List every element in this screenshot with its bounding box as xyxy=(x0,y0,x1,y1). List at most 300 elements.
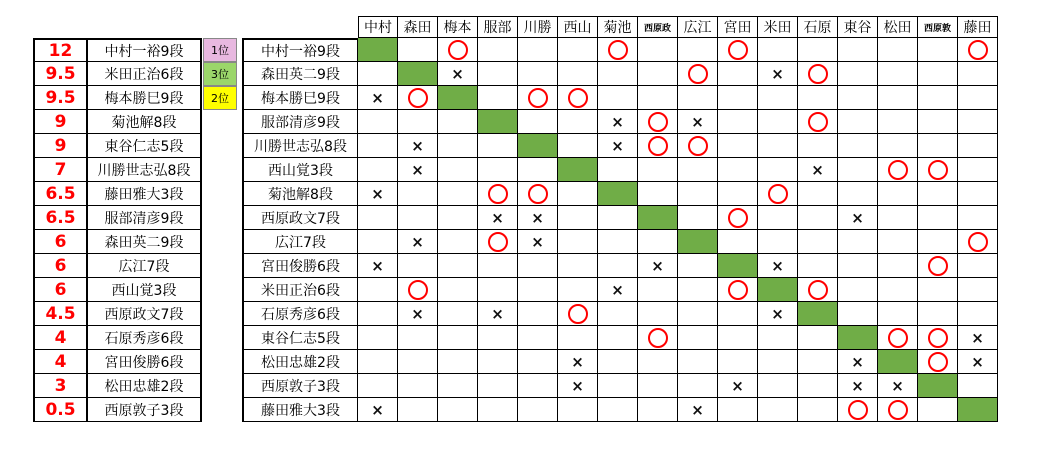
result-cell xyxy=(638,302,678,326)
result-cell xyxy=(878,110,918,134)
diagonal-cell xyxy=(638,206,678,230)
result-cell xyxy=(878,278,918,302)
result-cell xyxy=(518,86,558,110)
result-cell xyxy=(838,62,878,86)
grid-row-name: 梅本勝巳9段 xyxy=(242,86,358,110)
standings-name: 森田英二9段 xyxy=(88,230,202,254)
result-cell xyxy=(718,350,758,374)
win-circle-icon xyxy=(608,40,628,60)
win-circle-icon xyxy=(768,184,788,204)
result-cell xyxy=(678,350,718,374)
result-cell xyxy=(398,254,438,278)
win-circle-icon xyxy=(928,160,948,180)
win-circle-icon xyxy=(968,232,988,252)
grid-row-name: 広江7段 xyxy=(242,230,358,254)
result-cell xyxy=(958,206,998,230)
result-cell xyxy=(398,134,438,158)
result-cell xyxy=(638,254,678,278)
standings-name: 川勝世志弘8段 xyxy=(88,158,202,182)
result-cell xyxy=(638,278,678,302)
standings-score: 9.5 xyxy=(33,62,88,86)
win-circle-icon xyxy=(888,160,908,180)
result-cell xyxy=(398,86,438,110)
win-circle-icon xyxy=(688,136,708,156)
result-cell xyxy=(878,182,918,206)
result-cell xyxy=(558,86,598,110)
win-circle-icon xyxy=(568,88,588,108)
column-header: 藤田 xyxy=(958,16,998,38)
result-cell xyxy=(878,62,918,86)
result-cell xyxy=(398,206,438,230)
result-cell xyxy=(358,206,398,230)
result-cell xyxy=(598,374,638,398)
result-cell xyxy=(758,206,798,230)
result-cell xyxy=(478,278,518,302)
standings-score: 4.5 xyxy=(33,302,88,326)
result-cell xyxy=(478,398,518,422)
result-cell xyxy=(678,206,718,230)
result-cell xyxy=(918,110,958,134)
result-cell xyxy=(478,350,518,374)
result-cell xyxy=(918,230,958,254)
diagonal-cell xyxy=(598,182,638,206)
result-cell xyxy=(678,62,718,86)
result-cell xyxy=(358,398,398,422)
column-header: 宮田 xyxy=(718,16,758,38)
result-cell xyxy=(438,206,478,230)
result-cell xyxy=(878,86,918,110)
result-cell xyxy=(638,398,678,422)
result-cell xyxy=(518,350,558,374)
result-cell xyxy=(558,254,598,278)
result-cell xyxy=(758,38,798,62)
result-cell xyxy=(638,374,678,398)
result-cell xyxy=(558,62,598,86)
result-cell xyxy=(678,278,718,302)
standings-score: 3 xyxy=(33,374,88,398)
column-header: 川勝 xyxy=(518,16,558,38)
win-circle-icon xyxy=(448,40,468,60)
result-cell xyxy=(438,134,478,158)
result-cell xyxy=(518,182,558,206)
result-cell xyxy=(398,38,438,62)
win-circle-icon xyxy=(408,280,428,300)
column-header: 東谷 xyxy=(838,16,878,38)
result-cell xyxy=(878,254,918,278)
result-cell xyxy=(518,230,558,254)
grid-row-name: 森田英二9段 xyxy=(242,62,358,86)
result-cell xyxy=(958,254,998,278)
result-cell xyxy=(638,38,678,62)
loss-cross-icon: × xyxy=(371,256,384,275)
standings-score: 0.5 xyxy=(33,398,88,422)
result-cell xyxy=(878,398,918,422)
result-cell xyxy=(398,350,438,374)
loss-cross-icon: × xyxy=(771,256,784,275)
grid-row-name: 東谷仁志5段 xyxy=(242,326,358,350)
result-cell xyxy=(958,62,998,86)
win-circle-icon xyxy=(648,136,668,156)
standings-name: 宮田俊勝6段 xyxy=(88,350,202,374)
loss-cross-icon: × xyxy=(411,160,424,179)
result-cell xyxy=(518,278,558,302)
column-header: 梅本 xyxy=(438,16,478,38)
result-cell xyxy=(598,86,638,110)
win-circle-icon xyxy=(408,88,428,108)
result-cell xyxy=(518,158,558,182)
rank-badge: 1位 xyxy=(203,38,237,62)
result-cell xyxy=(878,302,918,326)
result-cell xyxy=(758,158,798,182)
win-circle-icon xyxy=(928,352,948,372)
result-cell xyxy=(478,206,518,230)
grid-row-name: 宮田俊勝6段 xyxy=(242,254,358,278)
result-cell xyxy=(918,206,958,230)
loss-cross-icon: × xyxy=(611,280,624,299)
result-cell xyxy=(638,62,678,86)
result-cell xyxy=(718,206,758,230)
grid-row-name: 西山覚3段 xyxy=(242,158,358,182)
column-header: 菊池 xyxy=(598,16,638,38)
loss-cross-icon: × xyxy=(411,232,424,251)
win-circle-icon xyxy=(968,40,988,60)
result-cell xyxy=(798,278,838,302)
result-cell xyxy=(598,278,638,302)
result-cell xyxy=(598,62,638,86)
result-cell xyxy=(958,230,998,254)
result-cell xyxy=(798,134,838,158)
result-cell xyxy=(838,254,878,278)
loss-cross-icon: × xyxy=(531,208,544,227)
win-circle-icon xyxy=(728,40,748,60)
result-cell xyxy=(518,206,558,230)
result-cell xyxy=(798,398,838,422)
column-header: 広江 xyxy=(678,16,718,38)
result-cell xyxy=(838,398,878,422)
result-cell xyxy=(958,374,998,398)
result-cell xyxy=(918,326,958,350)
result-cell xyxy=(438,278,478,302)
diagonal-cell xyxy=(718,254,758,278)
diagonal-cell xyxy=(958,398,998,422)
standings-score: 6.5 xyxy=(33,182,88,206)
result-cell xyxy=(878,134,918,158)
result-cell xyxy=(918,254,958,278)
result-cell xyxy=(638,326,678,350)
loss-cross-icon: × xyxy=(971,352,984,371)
diagonal-cell xyxy=(398,62,438,86)
result-cell xyxy=(638,230,678,254)
result-cell xyxy=(398,110,438,134)
grid-row-name: 服部清彦9段 xyxy=(242,110,358,134)
result-cell xyxy=(518,326,558,350)
result-cell xyxy=(758,86,798,110)
result-cell xyxy=(758,326,798,350)
result-cell xyxy=(678,182,718,206)
grid-row-name: 中村一裕9段 xyxy=(242,38,358,62)
result-cell xyxy=(718,86,758,110)
result-cell xyxy=(838,134,878,158)
result-cell xyxy=(358,182,398,206)
result-cell xyxy=(518,38,558,62)
result-cell xyxy=(718,302,758,326)
result-cell xyxy=(478,158,518,182)
result-cell xyxy=(598,134,638,158)
result-cell xyxy=(358,254,398,278)
result-cell xyxy=(478,326,518,350)
win-circle-icon xyxy=(848,400,868,420)
standings-name: 西山覚3段 xyxy=(88,278,202,302)
result-cell xyxy=(758,182,798,206)
result-cell xyxy=(798,206,838,230)
column-header: 石原 xyxy=(798,16,838,38)
diagonal-cell xyxy=(758,278,798,302)
result-cell xyxy=(878,230,918,254)
diagonal-cell xyxy=(358,38,398,62)
result-cell xyxy=(518,110,558,134)
result-cell xyxy=(918,182,958,206)
standings-name: 広江7段 xyxy=(88,254,202,278)
result-cell xyxy=(558,182,598,206)
result-cell xyxy=(958,302,998,326)
result-cell xyxy=(678,110,718,134)
diagonal-cell xyxy=(558,158,598,182)
column-header: 西原敦 xyxy=(918,16,958,38)
result-cell xyxy=(598,110,638,134)
column-header: 松田 xyxy=(878,16,918,38)
win-circle-icon xyxy=(928,328,948,348)
result-cell xyxy=(758,374,798,398)
result-cell xyxy=(478,374,518,398)
standings-name: 服部清彦9段 xyxy=(88,206,202,230)
result-cell xyxy=(518,302,558,326)
result-cell xyxy=(558,230,598,254)
result-cell xyxy=(398,302,438,326)
loss-cross-icon: × xyxy=(571,352,584,371)
result-cell xyxy=(758,134,798,158)
standings-name: 西原敦子3段 xyxy=(88,398,202,422)
result-cell xyxy=(558,326,598,350)
loss-cross-icon: × xyxy=(691,112,704,131)
result-cell xyxy=(958,350,998,374)
diagonal-cell xyxy=(518,134,558,158)
grid-row-name: 松田忠雄2段 xyxy=(242,350,358,374)
standings-score: 4 xyxy=(33,350,88,374)
result-cell xyxy=(358,134,398,158)
loss-cross-icon: × xyxy=(531,232,544,251)
win-circle-icon xyxy=(928,256,948,276)
loss-cross-icon: × xyxy=(491,208,504,227)
standings-score: 9.5 xyxy=(33,86,88,110)
result-cell xyxy=(758,110,798,134)
result-cell xyxy=(558,206,598,230)
loss-cross-icon: × xyxy=(371,184,384,203)
column-header: 西原政 xyxy=(638,16,678,38)
result-cell xyxy=(558,134,598,158)
loss-cross-icon: × xyxy=(611,112,624,131)
loss-cross-icon: × xyxy=(451,64,464,83)
standings-name: 米田正治6段 xyxy=(88,62,202,86)
result-cell xyxy=(358,326,398,350)
result-cell xyxy=(918,38,958,62)
result-cell xyxy=(518,62,558,86)
grid-row-name: 西原敦子3段 xyxy=(242,374,358,398)
result-cell xyxy=(358,86,398,110)
win-circle-icon xyxy=(648,112,668,132)
result-cell xyxy=(358,158,398,182)
result-cell xyxy=(958,278,998,302)
result-cell xyxy=(718,398,758,422)
grid-row-name: 米田正治6段 xyxy=(242,278,358,302)
result-cell xyxy=(958,158,998,182)
grid-row-name: 菊池解8段 xyxy=(242,182,358,206)
win-circle-icon xyxy=(488,232,508,252)
result-cell xyxy=(798,38,838,62)
result-cell xyxy=(918,350,958,374)
standings-name: 菊池解8段 xyxy=(88,110,202,134)
result-cell xyxy=(478,62,518,86)
column-header: 中村 xyxy=(358,16,398,38)
column-header: 森田 xyxy=(398,16,438,38)
diagonal-cell xyxy=(838,326,878,350)
result-cell xyxy=(398,278,438,302)
result-cell xyxy=(438,398,478,422)
result-cell xyxy=(878,374,918,398)
loss-cross-icon: × xyxy=(771,304,784,323)
result-cell xyxy=(358,374,398,398)
result-cell xyxy=(598,254,638,278)
result-cell xyxy=(638,86,678,110)
loss-cross-icon: × xyxy=(851,352,864,371)
result-cell xyxy=(678,302,718,326)
win-circle-icon xyxy=(688,64,708,84)
result-cell xyxy=(878,38,918,62)
diagonal-cell xyxy=(438,86,478,110)
win-circle-icon xyxy=(888,400,908,420)
standings-score: 9 xyxy=(33,110,88,134)
standings-score: 6 xyxy=(33,278,88,302)
loss-cross-icon: × xyxy=(411,304,424,323)
loss-cross-icon: × xyxy=(851,208,864,227)
result-cell xyxy=(438,62,478,86)
result-cell xyxy=(438,326,478,350)
result-cell xyxy=(878,206,918,230)
result-cell xyxy=(958,326,998,350)
loss-cross-icon: × xyxy=(731,376,744,395)
standings-score: 12 xyxy=(33,38,88,62)
result-cell xyxy=(838,86,878,110)
result-cell xyxy=(958,182,998,206)
result-cell xyxy=(398,326,438,350)
result-cell xyxy=(718,230,758,254)
standings-name: 松田忠雄2段 xyxy=(88,374,202,398)
win-circle-icon xyxy=(728,280,748,300)
result-cell xyxy=(958,38,998,62)
result-cell xyxy=(758,302,798,326)
result-cell xyxy=(678,158,718,182)
result-cell xyxy=(918,134,958,158)
result-cell xyxy=(718,134,758,158)
win-circle-icon xyxy=(528,88,548,108)
result-cell xyxy=(398,158,438,182)
diagonal-cell xyxy=(798,302,838,326)
result-cell xyxy=(678,254,718,278)
result-cell xyxy=(918,86,958,110)
result-cell xyxy=(678,398,718,422)
result-cell xyxy=(678,86,718,110)
result-cell xyxy=(438,374,478,398)
result-cell xyxy=(558,374,598,398)
result-cell xyxy=(838,302,878,326)
result-cell xyxy=(958,134,998,158)
result-cell xyxy=(558,350,598,374)
result-cell xyxy=(918,398,958,422)
result-cell xyxy=(398,374,438,398)
result-cell xyxy=(838,38,878,62)
result-cell xyxy=(838,350,878,374)
result-cell xyxy=(478,134,518,158)
result-cell xyxy=(758,62,798,86)
loss-cross-icon: × xyxy=(971,328,984,347)
result-cell xyxy=(438,158,478,182)
loss-cross-icon: × xyxy=(371,88,384,107)
result-cell xyxy=(798,86,838,110)
result-cell xyxy=(918,62,958,86)
result-cell xyxy=(838,110,878,134)
grid-row-name: 藤田雅大3段 xyxy=(242,398,358,422)
result-cell xyxy=(798,230,838,254)
result-cell xyxy=(478,230,518,254)
result-cell xyxy=(518,398,558,422)
result-cell xyxy=(798,254,838,278)
result-cell xyxy=(598,398,638,422)
result-cell xyxy=(398,230,438,254)
result-cell xyxy=(758,398,798,422)
result-cell xyxy=(718,110,758,134)
loss-cross-icon: × xyxy=(811,160,824,179)
column-header: 西山 xyxy=(558,16,598,38)
standings-name: 西原政文7段 xyxy=(88,302,202,326)
result-cell xyxy=(598,302,638,326)
result-cell xyxy=(958,86,998,110)
loss-cross-icon: × xyxy=(691,400,704,419)
grid-row-name: 西原政文7段 xyxy=(242,206,358,230)
standings-name: 梅本勝巳9段 xyxy=(88,86,202,110)
result-cell xyxy=(878,326,918,350)
result-cell xyxy=(838,278,878,302)
result-cell xyxy=(358,302,398,326)
result-cell xyxy=(758,254,798,278)
result-cell xyxy=(358,278,398,302)
result-cell xyxy=(558,302,598,326)
result-cell xyxy=(838,206,878,230)
result-cell xyxy=(758,350,798,374)
standings-name: 石原秀彦6段 xyxy=(88,326,202,350)
result-cell xyxy=(718,182,758,206)
result-cell xyxy=(518,374,558,398)
win-circle-icon xyxy=(728,208,748,228)
result-cell xyxy=(718,38,758,62)
result-cell xyxy=(478,38,518,62)
standings-name: 東谷仁志5段 xyxy=(88,134,202,158)
win-circle-icon xyxy=(888,328,908,348)
result-cell xyxy=(438,254,478,278)
result-cell xyxy=(718,278,758,302)
result-cell xyxy=(718,374,758,398)
result-cell xyxy=(638,134,678,158)
result-cell xyxy=(438,38,478,62)
result-cell xyxy=(598,326,638,350)
